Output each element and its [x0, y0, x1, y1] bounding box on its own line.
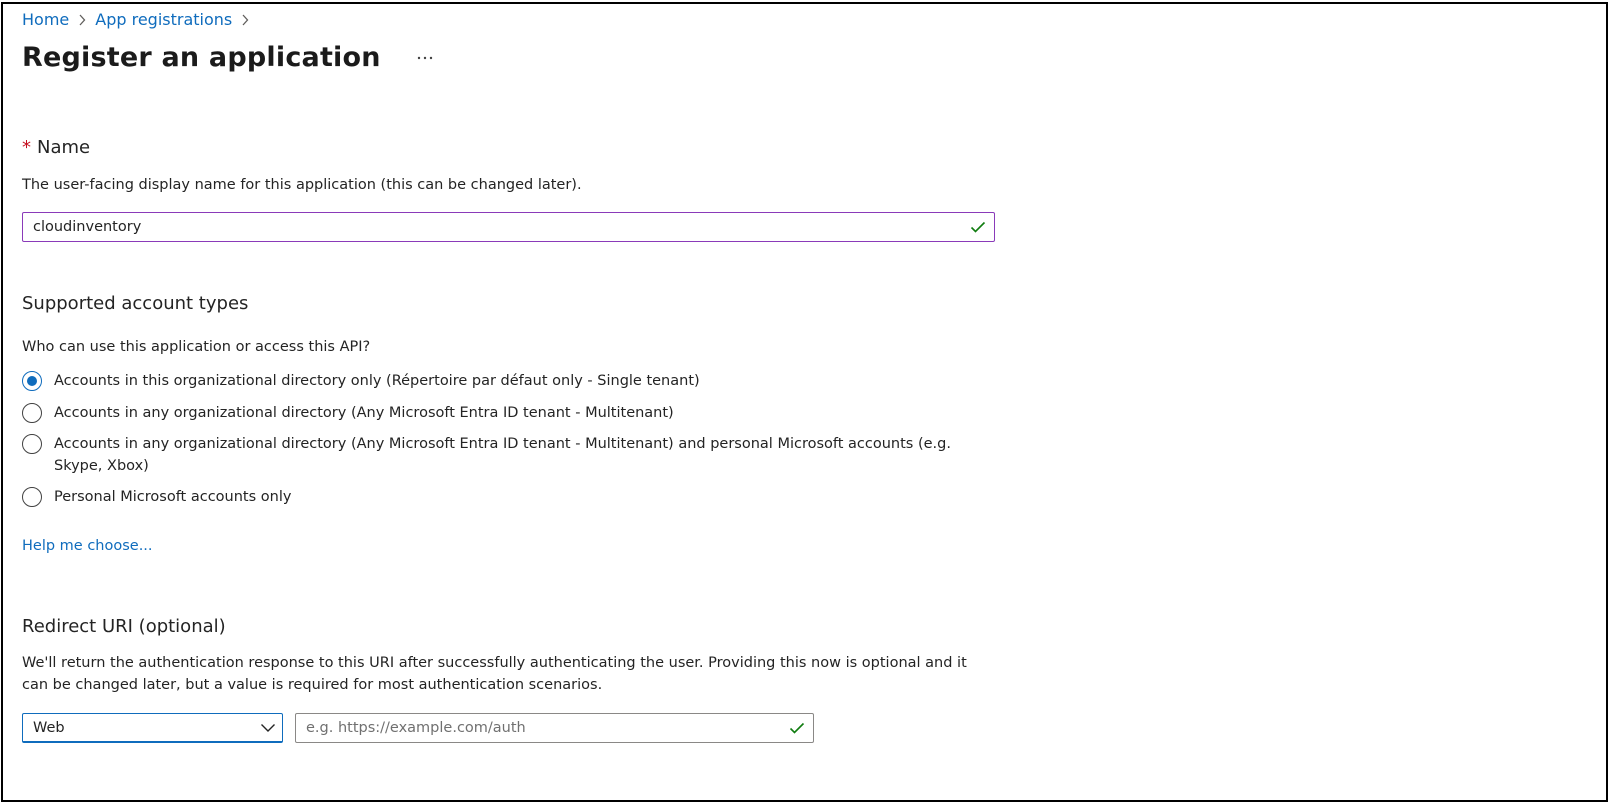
more-options-button[interactable] — [411, 44, 439, 72]
title-row — [22, 42, 439, 73]
checkmark-icon — [787, 718, 807, 738]
checkmark-icon — [968, 217, 988, 237]
breadcrumb — [22, 9, 258, 31]
radio-label: Accounts in any organizational directory (Any Microsoft Entra ID tenant - Multitenant) and personal Microsoft accounts (e.g. Skype, Xbox) — [54, 436, 951, 474]
radio-dot — [27, 376, 37, 386]
radio-button-checked[interactable] — [22, 371, 42, 391]
name-description: The user-facing display name for this application (this can be changed later). — [22, 177, 582, 193]
chevron-right-icon — [236, 14, 254, 26]
redirect-uri-heading: Redirect URI (optional) — [22, 616, 226, 637]
name-input-wrapper — [22, 212, 995, 242]
page-frame — [1, 2, 1608, 802]
radio-label: Accounts in any organizational directory (Any Microsoft Entra ID tenant - Multitenant) — [54, 405, 674, 421]
radio-button[interactable] — [22, 403, 42, 423]
redirect-uri-input-wrapper — [295, 713, 814, 743]
radio-label: Accounts in this organizational directory only (Répertoire par défaut only - Single tenant) — [54, 373, 700, 389]
help-me-choose-link[interactable]: Help me choose... — [22, 538, 153, 554]
radio-option-multitenant-personal[interactable] — [22, 433, 1002, 477]
name-input[interactable] — [23, 213, 968, 241]
radio-option-single-tenant[interactable] — [22, 370, 1002, 392]
main-content — [22, 4, 1606, 800]
redirect-uri-input[interactable] — [296, 714, 787, 742]
radio-label: Personal Microsoft accounts only — [54, 489, 292, 505]
platform-select[interactable] — [22, 713, 283, 743]
platform-select-value: Web — [33, 719, 65, 736]
account-types-heading: Supported account types — [22, 293, 249, 314]
required-marker: * — [22, 137, 31, 158]
radio-option-personal-only[interactable] — [22, 486, 1002, 508]
radio-button[interactable] — [22, 434, 42, 454]
ellipsis-icon — [417, 56, 433, 60]
redirect-uri-description: We'll return the authentication response to this URI after successfully authenticating the user. Providing this now is optional and it can be changed later, but a value is required for most authentication scenarios. — [22, 655, 967, 693]
breadcrumb-home-link[interactable]: Home — [22, 10, 70, 29]
chevron-down-icon — [260, 718, 276, 737]
radio-button[interactable] — [22, 487, 42, 507]
chevron-right-icon — [73, 14, 91, 26]
breadcrumb-app-registrations-link[interactable]: App registrations — [95, 10, 233, 29]
account-type-radio-group — [22, 370, 1002, 508]
account-types-question: Who can use this application or access this API? — [22, 339, 371, 355]
name-label — [22, 137, 90, 158]
page-title: Register an application — [22, 42, 381, 73]
radio-option-multitenant[interactable] — [22, 402, 1002, 424]
name-label-text: Name — [37, 137, 91, 158]
